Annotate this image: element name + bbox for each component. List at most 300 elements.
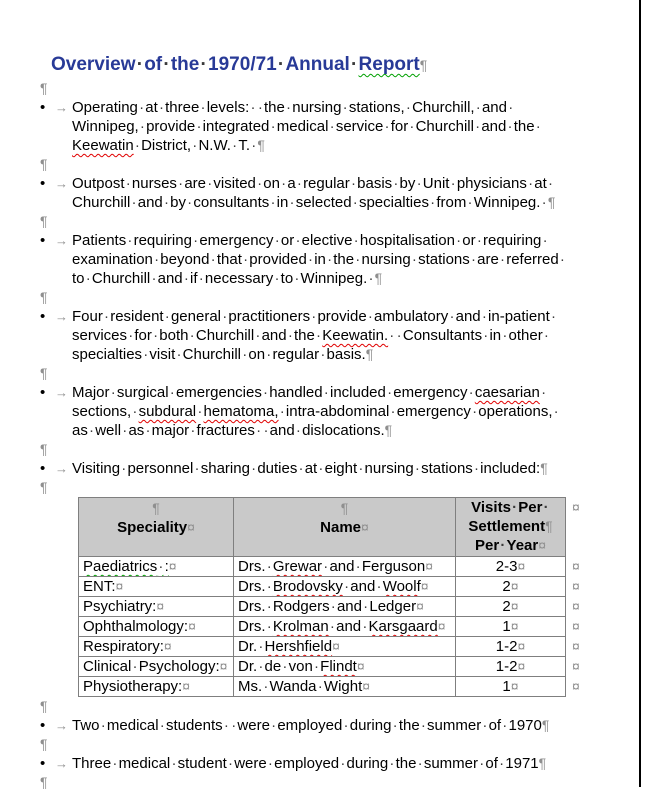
space-dot-icon: · xyxy=(263,678,269,695)
text-run: Dr.· xyxy=(238,638,264,655)
space-dot-icon: · xyxy=(176,346,182,363)
document-content xyxy=(40,53,647,792)
space-dot-icon: · xyxy=(409,118,415,135)
row-end-icon: ¤ xyxy=(572,677,580,694)
visits-value: 1 xyxy=(502,618,511,635)
bullet-paragraph[interactable] xyxy=(40,383,624,440)
table-row xyxy=(79,677,592,697)
text-run: Four·resident·general·practitioners·provide·ambulatory·and·in-patient· xyxy=(72,308,556,325)
cell-end-icon: ¤ xyxy=(510,618,519,634)
space-dot-icon: · xyxy=(251,137,257,154)
space-dot-icon: · xyxy=(318,460,324,477)
space-dot-icon: · xyxy=(163,194,169,211)
space-dot-icon: · xyxy=(295,232,301,249)
text-run: Outpost·nurses·are·visited·on·a·regular·basis·by·Unit·physicians·at· xyxy=(72,175,553,192)
text-run: as·well·as·major·fractures· ·and·dislocations. xyxy=(72,422,385,439)
space-dot-icon: · xyxy=(473,460,479,477)
text-run: Dr.·de·von· xyxy=(238,658,319,675)
space-dot-icon: · xyxy=(257,175,263,192)
empty-paragraph[interactable] xyxy=(40,735,592,754)
cell-end-icon: ¤ xyxy=(156,598,165,614)
cell-visits[interactable] xyxy=(456,577,566,597)
space-dot-icon: · xyxy=(289,194,295,211)
table-header-visits[interactable] xyxy=(456,498,566,557)
space-dot-icon: · xyxy=(122,422,128,439)
cell-speciality[interactable] xyxy=(79,557,234,577)
bullet-icon: • xyxy=(40,175,46,192)
space-dot-icon: · xyxy=(481,308,487,325)
tab-arrow-icon: → xyxy=(55,461,68,476)
spellcheck-flagged-text: subdural xyxy=(138,403,197,420)
cell-end-icon: ¤ xyxy=(356,658,365,674)
row-end-marker xyxy=(566,637,592,657)
space-dot-icon: · xyxy=(308,251,313,268)
table-header-name[interactable] xyxy=(234,498,456,557)
text-run: Overview·of·the·1970/71·Annual· xyxy=(51,54,358,75)
space-dot-icon: · xyxy=(329,118,335,135)
space-dot-icon: · xyxy=(512,499,518,516)
row-end-marker xyxy=(566,557,592,577)
tab-arrow-icon: → xyxy=(55,233,68,248)
space-dot-icon: · xyxy=(367,308,373,325)
text-run: services·for·both·Churchill·and·the· xyxy=(72,327,322,344)
space-dot-icon: · xyxy=(257,99,263,116)
pilcrow-icon: ¶ xyxy=(40,698,48,714)
space-dot-icon: · xyxy=(194,460,200,477)
pilcrow-icon: ¶ xyxy=(152,500,160,516)
space-dot-icon: · xyxy=(317,678,323,695)
space-dot-icon: · xyxy=(286,99,292,116)
pilcrow-icon: ¶ xyxy=(40,80,48,96)
space-dot-icon: · xyxy=(482,717,488,734)
visiting-personnel-table xyxy=(78,497,592,697)
space-dot-icon: · xyxy=(131,194,137,211)
space-dot-icon: · xyxy=(342,99,348,116)
text-run: ·and· xyxy=(329,618,368,635)
pilcrow-icon: ¶ xyxy=(365,346,374,362)
pilcrow-icon: ¶ xyxy=(257,137,265,153)
pilcrow-icon: ¶ xyxy=(545,518,553,534)
text-run: Patients·requiring·emergency·or·elective·hospitalisation·or·requiring· xyxy=(72,232,548,249)
bullet-paragraph[interactable] xyxy=(40,716,624,735)
cell-end-icon: ¤ xyxy=(332,638,340,654)
space-dot-icon: · xyxy=(294,270,300,287)
cell-name[interactable] xyxy=(234,557,456,577)
space-dot-icon: · xyxy=(550,308,556,325)
space-dot-icon: · xyxy=(242,346,248,363)
space-dot-icon: · xyxy=(355,558,361,575)
cell-end-icon: ¤ xyxy=(168,558,177,574)
space-dot-icon: · xyxy=(363,598,369,615)
space-dot-icon: · xyxy=(266,558,272,575)
empty-paragraph[interactable] xyxy=(40,212,592,231)
pilcrow-icon: ¶ xyxy=(540,460,548,476)
text-run: examination·beyond·that·provided·in·the·nursing·stations·are·referred· xyxy=(72,251,565,268)
text-run: specialties·visit·Churchill·on·regular·basis. xyxy=(72,346,366,363)
text-run: Physiotherapy: xyxy=(83,678,183,695)
spellcheck-flagged-text: Karsgaard xyxy=(368,618,438,635)
text-run: ENT: xyxy=(83,578,116,595)
visits-value: 1-2 xyxy=(495,658,518,675)
space-dot-icon: · xyxy=(187,194,193,211)
space-dot-icon: · xyxy=(189,327,195,344)
row-end-icon: ¤ xyxy=(572,637,580,654)
row-end-icon: ¤ xyxy=(572,657,580,674)
space-dot-icon: · xyxy=(121,460,127,477)
space-dot-icon: · xyxy=(476,232,482,249)
row-end-marker xyxy=(566,597,592,617)
space-dot-icon: · xyxy=(467,194,473,211)
space-dot-icon: · xyxy=(136,54,144,75)
space-dot-icon: · xyxy=(158,99,164,116)
space-dot-icon: · xyxy=(313,658,319,675)
row-end-marker xyxy=(566,657,592,677)
space-dot-icon: · xyxy=(499,755,505,772)
pilcrow-icon: ¶ xyxy=(374,270,383,286)
space-dot-icon: · xyxy=(528,175,534,192)
text-run: Churchill·and·by·consultants·in·selected·specialties·from·Winnipeg.· xyxy=(72,194,547,211)
cell-end-icon: ¤ xyxy=(425,558,434,574)
space-dot-icon: · xyxy=(210,251,216,268)
space-dot-icon: · xyxy=(362,618,368,635)
space-dot-icon: · xyxy=(483,327,489,344)
spellcheck-flagged-text: hematoma, xyxy=(203,403,279,420)
text-run: ·and· xyxy=(344,578,382,595)
space-dot-icon: · xyxy=(266,346,272,363)
space-dot-icon: · xyxy=(251,460,257,477)
space-dot-icon: · xyxy=(255,327,261,344)
space-dot-icon: · xyxy=(390,403,396,420)
pilcrow-icon: ¶ xyxy=(40,289,48,305)
text-run: ·intra-abdominal·emergency·operations,· xyxy=(279,403,559,420)
space-dot-icon: · xyxy=(384,118,390,135)
row-end-marker xyxy=(566,577,592,597)
space-dot-icon: · xyxy=(139,99,145,116)
cell-end-icon: ¤ xyxy=(362,678,371,694)
space-dot-icon: · xyxy=(323,558,329,575)
space-dot-icon: · xyxy=(417,755,423,772)
space-dot-icon: · xyxy=(508,99,514,116)
text-run: Per·Year xyxy=(474,537,539,554)
space-dot-icon: · xyxy=(169,384,175,401)
row-end-icon: ¤ xyxy=(572,597,580,614)
empty-paragraph[interactable] xyxy=(40,155,592,174)
space-dot-icon: · xyxy=(502,717,508,734)
spellcheck-flagged-text: Flindt xyxy=(320,658,357,675)
spellcheck-flagged-text: Keewatin xyxy=(72,137,134,154)
empty-paragraph[interactable] xyxy=(40,440,592,459)
space-dot-icon: · xyxy=(164,308,170,325)
space-dot-icon: · xyxy=(270,194,276,211)
visits-value: 2 xyxy=(502,598,511,615)
pilcrow-icon: ¶ xyxy=(40,736,48,752)
space-dot-icon: · xyxy=(468,384,474,401)
table-row xyxy=(79,597,592,617)
space-dot-icon: · xyxy=(171,755,177,772)
bullet-paragraph[interactable] xyxy=(40,459,624,478)
cell-name[interactable] xyxy=(234,677,456,697)
space-dot-icon: · xyxy=(127,232,133,249)
cell-speciality[interactable] xyxy=(79,637,234,657)
space-dot-icon: · xyxy=(263,422,269,439)
empty-paragraph[interactable] xyxy=(40,79,592,98)
cell-end-icon: ¤ xyxy=(361,519,369,535)
tab-arrow-icon: → xyxy=(55,756,68,771)
cell-name[interactable] xyxy=(234,617,456,637)
space-dot-icon: · xyxy=(281,175,287,192)
space-dot-icon: · xyxy=(420,717,426,734)
space-dot-icon: · xyxy=(153,327,159,344)
cell-speciality[interactable] xyxy=(79,597,234,617)
space-dot-icon: · xyxy=(541,194,547,211)
space-dot-icon: · xyxy=(145,422,151,439)
row-end-marker xyxy=(566,677,592,697)
bullet-icon: • xyxy=(40,384,46,401)
cell-name[interactable] xyxy=(234,577,456,597)
space-dot-icon: · xyxy=(430,194,436,211)
cell-visits[interactable] xyxy=(456,557,566,577)
cell-end-icon: ¤ xyxy=(420,578,429,594)
cell-end-icon: ¤ xyxy=(163,638,172,654)
space-dot-icon: · xyxy=(392,717,398,734)
space-dot-icon: · xyxy=(196,118,202,135)
pilcrow-icon: ¶ xyxy=(40,213,48,229)
empty-paragraph[interactable] xyxy=(40,697,592,716)
space-dot-icon: · xyxy=(500,537,506,554)
table-header-speciality[interactable] xyxy=(79,498,234,557)
space-dot-icon: · xyxy=(197,403,203,420)
table-row xyxy=(79,557,592,577)
cell-visits[interactable] xyxy=(456,637,566,657)
space-dot-icon: · xyxy=(277,54,285,75)
space-dot-icon: · xyxy=(200,54,207,75)
bullet-paragraph[interactable] xyxy=(40,98,624,155)
space-dot-icon: · xyxy=(232,137,238,154)
space-dot-icon: · xyxy=(151,270,157,287)
bullet-paragraph[interactable] xyxy=(40,754,624,773)
space-dot-icon: · xyxy=(405,99,411,116)
space-dot-icon: · xyxy=(139,118,145,135)
cell-end-icon: ¤ xyxy=(517,558,526,574)
space-dot-icon: · xyxy=(274,232,280,249)
space-dot-icon: · xyxy=(143,346,149,363)
row-end-marker xyxy=(566,498,592,557)
bullet-paragraph[interactable] xyxy=(40,307,624,364)
space-dot-icon: · xyxy=(350,175,356,192)
space-dot-icon: · xyxy=(132,658,138,675)
cell-end-icon: ¤ xyxy=(187,519,195,535)
empty-paragraph[interactable] xyxy=(40,288,592,307)
empty-paragraph[interactable] xyxy=(40,773,592,792)
space-dot-icon: · xyxy=(266,618,272,635)
space-dot-icon: · xyxy=(542,232,548,249)
bullet-icon: • xyxy=(40,755,46,772)
text-run: Drs.·Rodgers·and·Ledger xyxy=(238,598,417,615)
text-run: Visits·Per·Settlement xyxy=(468,499,549,535)
cell-visits[interactable] xyxy=(456,617,566,637)
pilcrow-icon: ¶ xyxy=(419,57,428,73)
space-dot-icon: · xyxy=(256,422,262,439)
space-dot-icon: · xyxy=(502,327,508,344)
space-dot-icon: · xyxy=(470,251,476,268)
space-dot-icon: · xyxy=(258,658,264,675)
space-dot-icon: · xyxy=(128,327,134,344)
space-dot-icon: · xyxy=(559,251,565,268)
space-dot-icon: · xyxy=(134,137,140,154)
space-dot-icon: · xyxy=(500,251,506,268)
cell-visits[interactable] xyxy=(456,597,566,617)
cell-end-icon: ¤ xyxy=(510,678,519,694)
document-title[interactable] xyxy=(51,53,603,77)
space-dot-icon: · xyxy=(368,270,374,287)
bullet-icon: • xyxy=(40,717,46,734)
spellcheck-flagged-text: Brodovsky xyxy=(272,578,343,595)
cell-end-icon: ¤ xyxy=(510,598,519,614)
text-run: Respiratory: xyxy=(83,638,164,655)
cell-end-icon: ¤ xyxy=(416,598,424,614)
pilcrow-icon: ¶ xyxy=(40,156,48,172)
table-row xyxy=(79,657,592,677)
space-dot-icon: · xyxy=(193,232,199,249)
space-dot-icon: · xyxy=(163,54,170,75)
text-run: sections,· xyxy=(72,403,138,420)
space-dot-icon: · xyxy=(85,270,91,287)
space-dot-icon: · xyxy=(507,118,513,135)
spellcheck-flagged-text: caesarian xyxy=(474,384,540,401)
space-dot-icon: · xyxy=(223,717,229,734)
page-right-edge xyxy=(639,0,641,787)
text-run: Winnipeg,·provide·integrated·medical·service·for·Churchill·and·the· xyxy=(72,118,541,135)
space-dot-icon: · xyxy=(543,499,549,516)
space-dot-icon: · xyxy=(200,99,206,116)
row-end-marker xyxy=(566,617,592,637)
cell-name[interactable] xyxy=(234,637,456,657)
visits-value: 1 xyxy=(502,678,511,695)
space-dot-icon: · xyxy=(376,578,382,595)
cell-name[interactable] xyxy=(234,657,456,677)
space-dot-icon: · xyxy=(266,578,272,595)
space-dot-icon: · xyxy=(154,251,160,268)
space-dot-icon: · xyxy=(295,422,301,439)
space-dot-icon: · xyxy=(231,717,237,734)
text-run: ·District,·N.W.·T.· xyxy=(134,137,257,154)
text-run: Operating·at·three·levels:· ·the·nursing·stations,·Churchill,·and· xyxy=(72,99,514,116)
space-dot-icon: · xyxy=(535,118,541,135)
cell-speciality[interactable] xyxy=(79,677,234,697)
table-header-row xyxy=(79,498,592,557)
bullet-icon: • xyxy=(40,460,46,477)
space-dot-icon: · xyxy=(411,251,417,268)
space-dot-icon: · xyxy=(311,308,317,325)
cell-speciality[interactable] xyxy=(79,577,234,597)
pilcrow-icon: ¶ xyxy=(40,441,48,457)
grammar-flagged-text: Paediatrics·: xyxy=(83,558,169,575)
space-dot-icon: · xyxy=(340,755,346,772)
text-run: Drs.· xyxy=(238,578,272,595)
text-run: Drs.· xyxy=(238,618,272,635)
cell-end-icon: ¤ xyxy=(517,638,526,654)
pilcrow-icon: ¶ xyxy=(384,422,393,438)
space-dot-icon: · xyxy=(352,194,358,211)
space-dot-icon: · xyxy=(541,384,547,401)
tab-arrow-icon: → xyxy=(55,385,68,400)
cell-speciality[interactable] xyxy=(79,657,234,677)
space-dot-icon: · xyxy=(330,598,336,615)
text-run: Three·medical·student·were·employed·during·the·summer·of·1971 xyxy=(72,755,539,772)
bullet-paragraph[interactable] xyxy=(40,231,624,288)
space-dot-icon: · xyxy=(263,384,269,401)
header-label: Name xyxy=(320,519,362,536)
space-dot-icon: · xyxy=(132,403,138,420)
space-dot-icon: · xyxy=(192,137,198,154)
cell-end-icon: ¤ xyxy=(538,537,547,553)
space-dot-icon: · xyxy=(198,270,204,287)
space-dot-icon: · xyxy=(327,251,333,268)
tab-arrow-icon: → xyxy=(55,309,68,324)
empty-paragraph[interactable] xyxy=(40,478,592,497)
space-dot-icon: · xyxy=(475,118,481,135)
pilcrow-icon: ¶ xyxy=(40,479,48,495)
space-dot-icon: · xyxy=(222,308,228,325)
space-dot-icon: · xyxy=(183,270,189,287)
space-dot-icon: · xyxy=(267,755,273,772)
cell-visits[interactable] xyxy=(456,657,566,677)
space-dot-icon: · xyxy=(279,403,285,420)
cell-end-icon: ¤ xyxy=(115,578,124,594)
pilcrow-icon: ¶ xyxy=(340,500,349,516)
space-dot-icon: · xyxy=(274,270,280,287)
space-dot-icon: · xyxy=(344,578,350,595)
space-dot-icon: · xyxy=(553,403,559,420)
text-run: ·and·Ferguson xyxy=(323,558,426,575)
bullet-icon: • xyxy=(40,99,46,116)
visits-value: 2 xyxy=(502,578,511,595)
text-run: to·Churchill·and·if·necessary·to·Winnipeg.· xyxy=(72,270,374,287)
tab-arrow-icon: → xyxy=(55,718,68,733)
header-label: Speciality xyxy=(117,519,188,536)
space-dot-icon: · xyxy=(158,558,164,575)
cell-end-icon: ¤ xyxy=(510,578,519,594)
space-dot-icon: · xyxy=(266,598,272,615)
space-dot-icon: · xyxy=(389,755,395,772)
row-end-icon: ¤ xyxy=(572,577,580,594)
text-run: Visiting·personnel·sharing·duties·at·eight·nursing·stations·included: xyxy=(72,460,541,477)
text-run: Drs.· xyxy=(238,558,272,575)
space-dot-icon: · xyxy=(228,755,234,772)
bullet-paragraph[interactable] xyxy=(40,174,624,212)
pilcrow-icon: ¶ xyxy=(40,774,48,790)
space-dot-icon: · xyxy=(387,384,393,401)
text-run: Major·surgical·emergencies·handled·included·emergency· xyxy=(72,384,474,401)
cell-name[interactable] xyxy=(234,597,456,617)
text-run: Ophthalmology: xyxy=(83,618,189,635)
pilcrow-icon: ¶ xyxy=(547,194,556,210)
cell-visits[interactable] xyxy=(456,677,566,697)
empty-paragraph[interactable] xyxy=(40,364,592,383)
space-dot-icon: · xyxy=(329,618,335,635)
space-dot-icon: · xyxy=(358,460,364,477)
pilcrow-icon: ¶ xyxy=(541,717,550,733)
space-dot-icon: · xyxy=(351,54,358,75)
space-dot-icon: · xyxy=(287,327,293,344)
space-dot-icon: · xyxy=(125,175,131,192)
table-row xyxy=(79,617,592,637)
space-dot-icon: · xyxy=(270,118,276,135)
space-dot-icon: · xyxy=(320,346,326,363)
row-end-icon: ¤ xyxy=(572,617,580,634)
cell-speciality[interactable] xyxy=(79,617,234,637)
space-dot-icon: · xyxy=(112,755,118,772)
